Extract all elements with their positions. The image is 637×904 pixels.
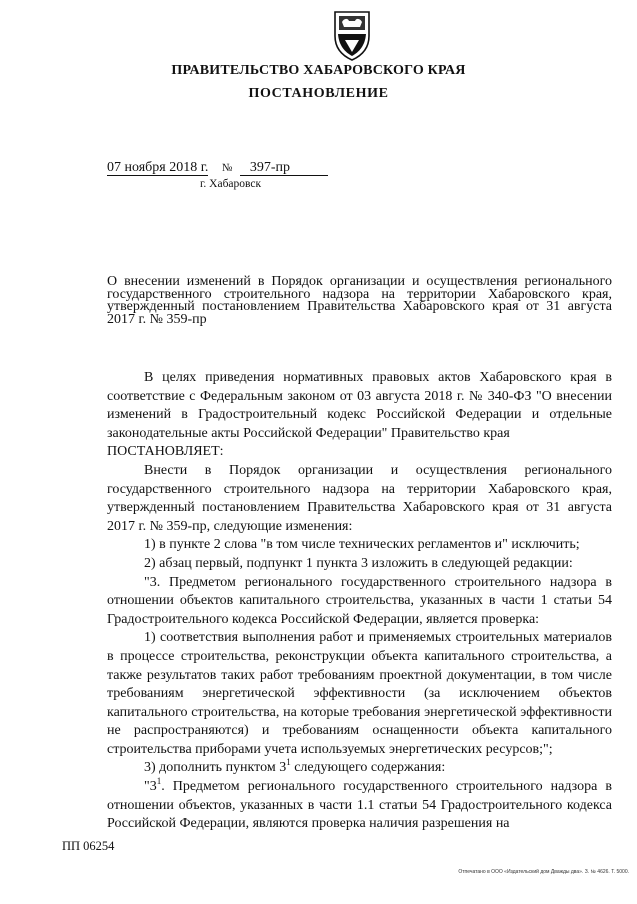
superscript: 1 [286,757,291,768]
government-name: ПРАВИТЕЛЬСТВО ХАБАРОВСКОГО КРАЯ [171,63,466,78]
paragraph-resolves: ПОСТАНОВЛЯЕТ: [107,444,224,460]
text-segment: следующего содержания: [290,760,446,776]
text-segment: "3 [144,779,157,795]
text-segment: . Предметом регионального государственного строительного надзора в отношении объектов, указанных в части 1.1 статьи 54 Градостроительного кодекса Российской Федерации, являются проверка наличия разрешения на [107,779,612,832]
superscript: 1 [156,776,162,787]
paragraph-item-1: 1) в пункте 2 слова "в том числе технических регламентов и" исключить; [144,537,580,553]
paragraph-clause-3-sup-1 [107,778,612,834]
paragraph-amendment-intro: Внести в Порядок организации и осуществления регионального государственного строительного надзора на территории Хабаровского края, утвержденный постановлением Правительства Хабаровского края от 31 августа 2017 г. № 359-пр, следующие изменения: [107,462,612,534]
paragraph-clause-3: "3. Предметом регионального государственного строительного надзора в отношении объектов капитального строительства, указанных в части 1 статьи 54 Градостроительного кодекса Российской Федерации, является проверка: [107,574,612,627]
issue-city: г. Хабаровск [200,178,262,190]
document-body [107,369,612,834]
coat-of-arms-emblem [330,8,374,62]
paragraph-clause-3-1: 1) соответствия выполнения работ и применяемых строительных материалов в процессе строительства, реконструкции объекта капитального строительства, а также результатов таких работ требованиям проектной документации, в том числе требованиям энергетической эффективности (за исключением объектов капитального строительства, на которые требования энергетической эффективности не распространяются) и требованиям оснащенности объекта капитального строительства приборами учета используемых энергетических ресурсов;"; [107,630,612,757]
document-number: 397-пр [240,160,328,176]
paragraph-item-3 [107,759,612,778]
document-code: ПП 06254 [62,839,115,853]
document-type: ПОСТАНОВЛЕНИЕ [248,86,389,101]
number-label: № [221,162,233,174]
date-number-row [107,160,328,176]
printer-imprint: Отпечатано в ООО «Издательский дом Дважды два». З. № 4626. Т. 5000. [458,869,629,875]
paragraph-preamble: В целях приведения нормативных правовых актов Хабаровского края в соответствие с Федеральным законом от 03 августа 2018 г. № 340-ФЗ "О внесении изменений в Градостроительный кодекс Российской Федерации и отдельные законодательные акты Российской Федерации" Правительство края [107,370,612,441]
paragraph-item-2: 2) абзац первый, подпункт 1 пункта 3 изложить в следующей редакции: [144,555,573,571]
text-segment: 3) дополнить пунктом 3 [144,760,287,776]
document-date: 07 ноября 2018 г. [107,160,209,175]
document-subject: О внесении изменений в Порядок организации и осуществления регионального государственного строительного надзора на территории Хабаровского края, утвержденный постановлением Правительства Хабаровского края от 31 августа 2017 г. № 359-пр [107,274,612,327]
